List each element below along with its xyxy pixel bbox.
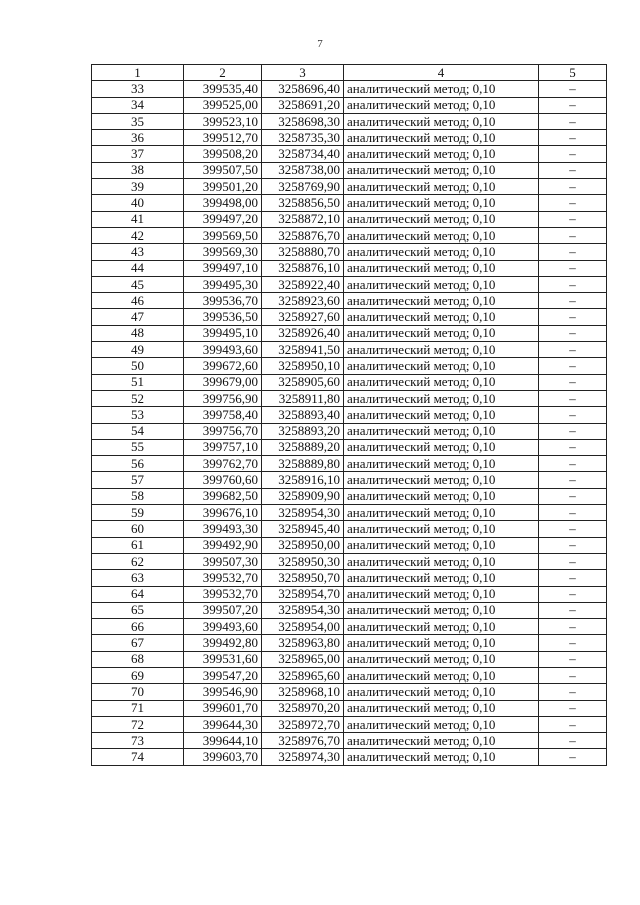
point-number-cell: 53 [92, 407, 184, 423]
y-coordinate-cell: 3258876,10 [262, 260, 344, 276]
y-coordinate-cell: 3258916,10 [262, 472, 344, 488]
method-accuracy-cell: аналитический метод; 0,10 [344, 537, 539, 553]
point-number-cell: 57 [92, 472, 184, 488]
method-accuracy-cell: аналитический метод; 0,10 [344, 733, 539, 749]
method-accuracy-cell: аналитический метод; 0,10 [344, 374, 539, 390]
note-cell: – [539, 700, 607, 716]
table-row [92, 439, 607, 455]
note-cell: – [539, 749, 607, 765]
point-number-cell: 36 [92, 130, 184, 146]
point-number-cell: 61 [92, 537, 184, 553]
method-accuracy-cell: аналитический метод; 0,10 [344, 684, 539, 700]
table-row [92, 602, 607, 618]
note-cell: – [539, 293, 607, 309]
point-number-cell: 48 [92, 325, 184, 341]
table-row [92, 130, 607, 146]
note-cell: – [539, 276, 607, 292]
x-coordinate-cell: 399603,70 [184, 749, 262, 765]
point-number-cell: 55 [92, 439, 184, 455]
x-coordinate-cell: 399682,50 [184, 488, 262, 504]
point-number-cell: 44 [92, 260, 184, 276]
point-number-cell: 69 [92, 667, 184, 683]
column-header: 1 [92, 65, 184, 81]
method-accuracy-cell: аналитический метод; 0,10 [344, 505, 539, 521]
column-header: 4 [344, 65, 539, 81]
point-number-cell: 70 [92, 684, 184, 700]
y-coordinate-cell: 3258923,60 [262, 293, 344, 309]
note-cell: – [539, 619, 607, 635]
method-accuracy-cell: аналитический метод; 0,10 [344, 390, 539, 406]
table-row [92, 749, 607, 765]
point-number-cell: 65 [92, 602, 184, 618]
table-row [92, 390, 607, 406]
y-coordinate-cell: 3258909,90 [262, 488, 344, 504]
x-coordinate-cell: 399493,60 [184, 619, 262, 635]
x-coordinate-cell: 399495,30 [184, 276, 262, 292]
point-number-cell: 34 [92, 97, 184, 113]
method-accuracy-cell: аналитический метод; 0,10 [344, 227, 539, 243]
method-accuracy-cell: аналитический метод; 0,10 [344, 619, 539, 635]
y-coordinate-cell: 3258876,70 [262, 227, 344, 243]
method-accuracy-cell: аналитический метод; 0,10 [344, 407, 539, 423]
table-row [92, 635, 607, 651]
table-row [92, 651, 607, 667]
note-cell: – [539, 537, 607, 553]
x-coordinate-cell: 399757,10 [184, 439, 262, 455]
table-row [92, 113, 607, 129]
y-coordinate-cell: 3258872,10 [262, 211, 344, 227]
note-cell: – [539, 146, 607, 162]
method-accuracy-cell: аналитический метод; 0,10 [344, 749, 539, 765]
y-coordinate-cell: 3258954,70 [262, 586, 344, 602]
x-coordinate-cell: 399501,20 [184, 179, 262, 195]
note-cell: – [539, 407, 607, 423]
note-cell: – [539, 342, 607, 358]
note-cell: – [539, 651, 607, 667]
note-cell: – [539, 179, 607, 195]
table-row [92, 553, 607, 569]
method-accuracy-cell: аналитический метод; 0,10 [344, 439, 539, 455]
header-row [92, 65, 607, 81]
table-row [92, 700, 607, 716]
y-coordinate-cell: 3258734,40 [262, 146, 344, 162]
x-coordinate-cell: 399492,90 [184, 537, 262, 553]
note-cell: – [539, 456, 607, 472]
x-coordinate-cell: 399756,90 [184, 390, 262, 406]
note-cell: – [539, 113, 607, 129]
point-number-cell: 51 [92, 374, 184, 390]
x-coordinate-cell: 399492,80 [184, 635, 262, 651]
method-accuracy-cell: аналитический метод; 0,10 [344, 602, 539, 618]
method-accuracy-cell: аналитический метод; 0,10 [344, 146, 539, 162]
method-accuracy-cell: аналитический метод; 0,10 [344, 358, 539, 374]
point-number-cell: 43 [92, 244, 184, 260]
note-cell: – [539, 309, 607, 325]
y-coordinate-cell: 3258735,30 [262, 130, 344, 146]
table-row [92, 325, 607, 341]
x-coordinate-cell: 399497,10 [184, 260, 262, 276]
point-number-cell: 66 [92, 619, 184, 635]
y-coordinate-cell: 3258922,40 [262, 276, 344, 292]
table-row [92, 521, 607, 537]
y-coordinate-cell: 3258893,20 [262, 423, 344, 439]
point-number-cell: 59 [92, 505, 184, 521]
point-number-cell: 47 [92, 309, 184, 325]
y-coordinate-cell: 3258954,30 [262, 505, 344, 521]
x-coordinate-cell: 399493,60 [184, 342, 262, 358]
method-accuracy-cell: аналитический метод; 0,10 [344, 162, 539, 178]
x-coordinate-cell: 399760,60 [184, 472, 262, 488]
note-cell: – [539, 195, 607, 211]
table-row [92, 619, 607, 635]
x-coordinate-cell: 399644,30 [184, 716, 262, 732]
note-cell: – [539, 472, 607, 488]
method-accuracy-cell: аналитический метод; 0,10 [344, 130, 539, 146]
y-coordinate-cell: 3258972,70 [262, 716, 344, 732]
x-coordinate-cell: 399547,20 [184, 667, 262, 683]
y-coordinate-cell: 3258889,20 [262, 439, 344, 455]
note-cell: – [539, 130, 607, 146]
point-number-cell: 45 [92, 276, 184, 292]
table-body [92, 81, 607, 765]
y-coordinate-cell: 3258738,00 [262, 162, 344, 178]
x-coordinate-cell: 399525,00 [184, 97, 262, 113]
point-number-cell: 67 [92, 635, 184, 651]
method-accuracy-cell: аналитический метод; 0,10 [344, 244, 539, 260]
table-row [92, 684, 607, 700]
point-number-cell: 56 [92, 456, 184, 472]
table-row [92, 244, 607, 260]
x-coordinate-cell: 399762,70 [184, 456, 262, 472]
table-row [92, 733, 607, 749]
x-coordinate-cell: 399569,50 [184, 227, 262, 243]
x-coordinate-cell: 399679,00 [184, 374, 262, 390]
point-number-cell: 68 [92, 651, 184, 667]
note-cell: – [539, 260, 607, 276]
method-accuracy-cell: аналитический метод; 0,10 [344, 260, 539, 276]
note-cell: – [539, 667, 607, 683]
y-coordinate-cell: 3258905,60 [262, 374, 344, 390]
note-cell: – [539, 325, 607, 341]
point-number-cell: 50 [92, 358, 184, 374]
y-coordinate-cell: 3258911,80 [262, 390, 344, 406]
y-coordinate-cell: 3258945,40 [262, 521, 344, 537]
y-coordinate-cell: 3258950,10 [262, 358, 344, 374]
y-coordinate-cell: 3258970,20 [262, 700, 344, 716]
note-cell: – [539, 439, 607, 455]
method-accuracy-cell: аналитический метод; 0,10 [344, 81, 539, 97]
point-number-cell: 46 [92, 293, 184, 309]
y-coordinate-cell: 3258965,60 [262, 667, 344, 683]
x-coordinate-cell: 399495,10 [184, 325, 262, 341]
point-number-cell: 39 [92, 179, 184, 195]
point-number-cell: 40 [92, 195, 184, 211]
note-cell: – [539, 374, 607, 390]
x-coordinate-cell: 399507,30 [184, 553, 262, 569]
table-row [92, 505, 607, 521]
column-header: 2 [184, 65, 262, 81]
note-cell: – [539, 390, 607, 406]
table-header [92, 65, 607, 81]
point-number-cell: 63 [92, 570, 184, 586]
y-coordinate-cell: 3258691,20 [262, 97, 344, 113]
method-accuracy-cell: аналитический метод; 0,10 [344, 276, 539, 292]
table-row [92, 179, 607, 195]
point-number-cell: 41 [92, 211, 184, 227]
table-row [92, 407, 607, 423]
method-accuracy-cell: аналитический метод; 0,10 [344, 667, 539, 683]
point-number-cell: 54 [92, 423, 184, 439]
x-coordinate-cell: 399507,50 [184, 162, 262, 178]
method-accuracy-cell: аналитический метод; 0,10 [344, 97, 539, 113]
y-coordinate-cell: 3258927,60 [262, 309, 344, 325]
note-cell: – [539, 602, 607, 618]
column-header: 3 [262, 65, 344, 81]
method-accuracy-cell: аналитический метод; 0,10 [344, 521, 539, 537]
x-coordinate-cell: 399546,90 [184, 684, 262, 700]
method-accuracy-cell: аналитический метод; 0,10 [344, 651, 539, 667]
note-cell: – [539, 505, 607, 521]
point-number-cell: 74 [92, 749, 184, 765]
table-row [92, 537, 607, 553]
table-row [92, 309, 607, 325]
y-coordinate-cell: 3258950,00 [262, 537, 344, 553]
x-coordinate-cell: 399536,50 [184, 309, 262, 325]
point-number-cell: 60 [92, 521, 184, 537]
point-number-cell: 33 [92, 81, 184, 97]
note-cell: – [539, 733, 607, 749]
note-cell: – [539, 162, 607, 178]
table-row [92, 146, 607, 162]
y-coordinate-cell: 3258974,30 [262, 749, 344, 765]
method-accuracy-cell: аналитический метод; 0,10 [344, 113, 539, 129]
y-coordinate-cell: 3258963,80 [262, 635, 344, 651]
page-number: 7 [317, 38, 323, 50]
x-coordinate-cell: 399536,70 [184, 293, 262, 309]
method-accuracy-cell: аналитический метод; 0,10 [344, 553, 539, 569]
x-coordinate-cell: 399676,10 [184, 505, 262, 521]
y-coordinate-cell: 3258880,70 [262, 244, 344, 260]
point-number-cell: 37 [92, 146, 184, 162]
x-coordinate-cell: 399498,00 [184, 195, 262, 211]
note-cell: – [539, 227, 607, 243]
method-accuracy-cell: аналитический метод; 0,10 [344, 309, 539, 325]
x-coordinate-cell: 399758,40 [184, 407, 262, 423]
x-coordinate-cell: 399672,60 [184, 358, 262, 374]
method-accuracy-cell: аналитический метод; 0,10 [344, 325, 539, 341]
y-coordinate-cell: 3258954,00 [262, 619, 344, 635]
x-coordinate-cell: 399523,10 [184, 113, 262, 129]
note-cell: – [539, 358, 607, 374]
note-cell: – [539, 423, 607, 439]
table-row [92, 293, 607, 309]
table-row [92, 716, 607, 732]
y-coordinate-cell: 3258893,40 [262, 407, 344, 423]
table-row [92, 195, 607, 211]
x-coordinate-cell: 399507,20 [184, 602, 262, 618]
method-accuracy-cell: аналитический метод; 0,10 [344, 211, 539, 227]
table-row [92, 276, 607, 292]
note-cell: – [539, 81, 607, 97]
point-number-cell: 52 [92, 390, 184, 406]
x-coordinate-cell: 399756,70 [184, 423, 262, 439]
y-coordinate-cell: 3258965,00 [262, 651, 344, 667]
point-number-cell: 64 [92, 586, 184, 602]
point-number-cell: 38 [92, 162, 184, 178]
y-coordinate-cell: 3258696,40 [262, 81, 344, 97]
method-accuracy-cell: аналитический метод; 0,10 [344, 342, 539, 358]
x-coordinate-cell: 399508,20 [184, 146, 262, 162]
table-row [92, 586, 607, 602]
note-cell: – [539, 716, 607, 732]
method-accuracy-cell: аналитический метод; 0,10 [344, 423, 539, 439]
y-coordinate-cell: 3258954,30 [262, 602, 344, 618]
point-number-cell: 62 [92, 553, 184, 569]
table-row [92, 227, 607, 243]
point-number-cell: 71 [92, 700, 184, 716]
method-accuracy-cell: аналитический метод; 0,10 [344, 179, 539, 195]
coordinates-table [91, 64, 607, 766]
method-accuracy-cell: аналитический метод; 0,10 [344, 700, 539, 716]
note-cell: – [539, 211, 607, 227]
x-coordinate-cell: 399532,70 [184, 570, 262, 586]
method-accuracy-cell: аналитический метод; 0,10 [344, 456, 539, 472]
y-coordinate-cell: 3258856,50 [262, 195, 344, 211]
table-row [92, 211, 607, 227]
column-header: 5 [539, 65, 607, 81]
table-row [92, 488, 607, 504]
point-number-cell: 58 [92, 488, 184, 504]
x-coordinate-cell: 399532,70 [184, 586, 262, 602]
x-coordinate-cell: 399497,20 [184, 211, 262, 227]
y-coordinate-cell: 3258889,80 [262, 456, 344, 472]
method-accuracy-cell: аналитический метод; 0,10 [344, 635, 539, 651]
y-coordinate-cell: 3258968,10 [262, 684, 344, 700]
note-cell: – [539, 684, 607, 700]
table-row [92, 260, 607, 276]
point-number-cell: 49 [92, 342, 184, 358]
table-row [92, 570, 607, 586]
x-coordinate-cell: 399535,40 [184, 81, 262, 97]
table-row [92, 667, 607, 683]
table-row [92, 423, 607, 439]
method-accuracy-cell: аналитический метод; 0,10 [344, 488, 539, 504]
x-coordinate-cell: 399601,70 [184, 700, 262, 716]
method-accuracy-cell: аналитический метод; 0,10 [344, 570, 539, 586]
point-number-cell: 73 [92, 733, 184, 749]
point-number-cell: 42 [92, 227, 184, 243]
y-coordinate-cell: 3258769,90 [262, 179, 344, 195]
note-cell: – [539, 553, 607, 569]
point-number-cell: 35 [92, 113, 184, 129]
note-cell: – [539, 488, 607, 504]
table-row [92, 456, 607, 472]
table-row [92, 472, 607, 488]
method-accuracy-cell: аналитический метод; 0,10 [344, 716, 539, 732]
x-coordinate-cell: 399493,30 [184, 521, 262, 537]
x-coordinate-cell: 399512,70 [184, 130, 262, 146]
note-cell: – [539, 97, 607, 113]
method-accuracy-cell: аналитический метод; 0,10 [344, 586, 539, 602]
y-coordinate-cell: 3258926,40 [262, 325, 344, 341]
table-row [92, 358, 607, 374]
y-coordinate-cell: 3258976,70 [262, 733, 344, 749]
y-coordinate-cell: 3258950,70 [262, 570, 344, 586]
note-cell: – [539, 586, 607, 602]
table-row [92, 342, 607, 358]
method-accuracy-cell: аналитический метод; 0,10 [344, 195, 539, 211]
note-cell: – [539, 570, 607, 586]
x-coordinate-cell: 399644,10 [184, 733, 262, 749]
method-accuracy-cell: аналитический метод; 0,10 [344, 472, 539, 488]
table-row [92, 162, 607, 178]
table-row [92, 81, 607, 97]
y-coordinate-cell: 3258941,50 [262, 342, 344, 358]
note-cell: – [539, 521, 607, 537]
y-coordinate-cell: 3258698,30 [262, 113, 344, 129]
table-row [92, 97, 607, 113]
point-number-cell: 72 [92, 716, 184, 732]
note-cell: – [539, 244, 607, 260]
x-coordinate-cell: 399569,30 [184, 244, 262, 260]
table-row [92, 374, 607, 390]
x-coordinate-cell: 399531,60 [184, 651, 262, 667]
y-coordinate-cell: 3258950,30 [262, 553, 344, 569]
method-accuracy-cell: аналитический метод; 0,10 [344, 293, 539, 309]
note-cell: – [539, 635, 607, 651]
